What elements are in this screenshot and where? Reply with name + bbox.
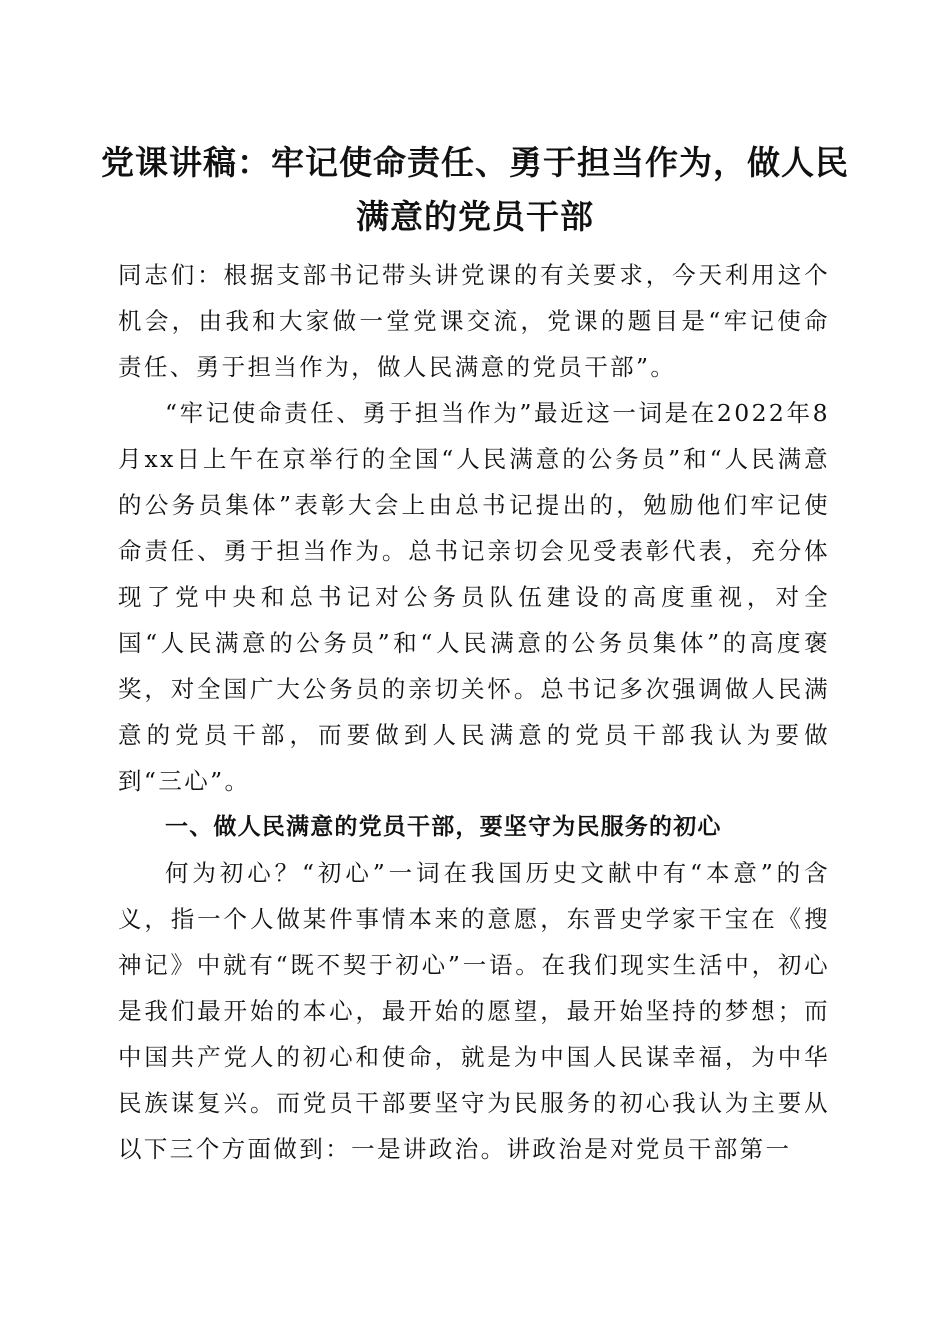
section-paragraph: 何为初心？“初心”一词在我国历史文献中有“本意”的含义，指一个人做某件事情本来的意愿，东晋史学家干宝在《搜神记》中就有“既不契于初心”一语。在我们现实生活中，初心是我们最开始的本心，最开始的愿望，最开始坚持的梦想；而中国共产党人的初心和使命，就是为中国人民谋幸福，为中华民族谋复兴。而党员干部要坚守为民服务的初心我认为主要从以下三个方面做到：一是讲政治。讲政治是对党员干部第一 bbox=[118, 859, 830, 1163]
opening-paragraph: 同志们：根据支部书记带头讲党课的有关要求，今天利用这个机会，由我和大家做一堂党课交流，党课的题目是“牢记使命责任、勇于担当作为，做人民满意的党员干部”。 bbox=[118, 261, 830, 381]
document-title: 党课讲稿：牢记使命责任、勇于担当作为，做人民满意的党员干部 bbox=[101, 143, 849, 236]
document-body bbox=[118, 252, 830, 1172]
section-heading: 一、做人民满意的党员干部，要坚守为民服务的初心 bbox=[165, 814, 722, 840]
body-paragraph: “牢记使命责任、勇于担当作为”最近这一词是在2022年8月xx日上午在京举行的全国“人民满意的公务员”和“人民满意的公务员集体”表彰大会上由总书记提出的，勉励他们牢记使命责任、勇于担当作为。总书记亲切会见受表彰代表，充分体现了党中央和总书记对公务员队伍建设的高度重视，对全国“人民满意的公务员”和“人民满意的公务员集体”的高度褒奖，对全国广大公务员的亲切关怀。总书记多次强调做人民满意的党员干部，而要做到人民满意的党员干部我认为要做到“三心”。 bbox=[118, 399, 830, 795]
